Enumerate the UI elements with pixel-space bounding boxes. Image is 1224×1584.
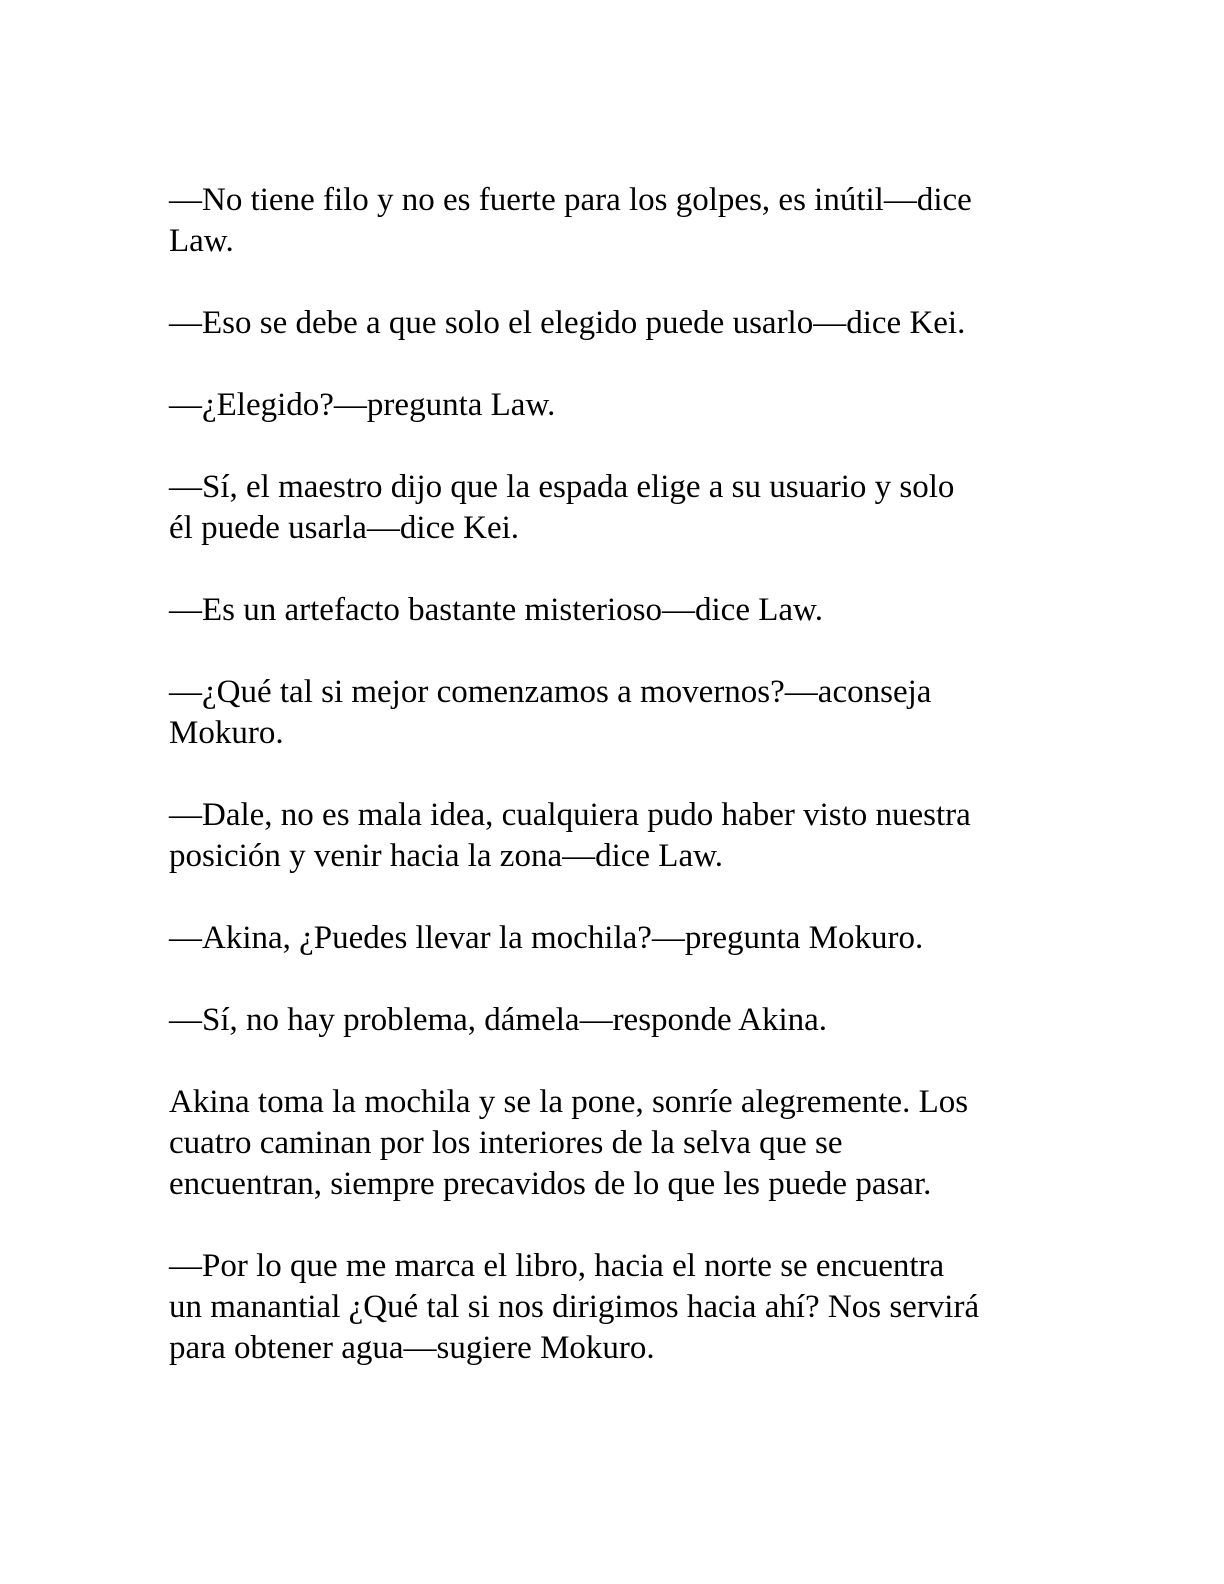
paragraph: Akina toma la mochila y se la pone, sonríe alegremente. Los cuatro caminan por los interiores de la selva que se encuentran, siempre precavidos de lo que les puede pasar. (169, 1084, 969, 1202)
paragraph: —Sí, no hay problema, dámela—responde Akina. (169, 1002, 828, 1038)
paragraph: —Dale, no es mala idea, cualquiera pudo haber visto nuestra posición y venir hacia la zona—dice Law. (169, 797, 971, 874)
paragraph: —Por lo que me marca el libro, hacia el norte se encuentra un manantial ¿Qué tal si nos dirigimos hacia ahí? Nos servirá para obtener agua—sugiere Mokuro. (169, 1248, 980, 1366)
paragraph: —Es un artefacto bastante misterioso—dice Law. (169, 592, 823, 628)
paragraph: —Sí, el maestro dijo que la espada elige a su usuario y solo él puede usarla—dice Kei. (169, 469, 955, 546)
paragraph: —No tiene filo y no es fuerte para los golpes, es inútil—dice Law. (169, 182, 972, 259)
paragraph: —Akina, ¿Puedes llevar la mochila?—pregunta Mokuro. (169, 920, 924, 956)
paragraph: —¿Qué tal si mejor comenzamos a movernos?—aconseja Mokuro. (169, 674, 932, 751)
paragraph: —¿Elegido?—pregunta Law. (169, 387, 556, 423)
body-text (169, 180, 1059, 1410)
paragraph: —Eso se debe a que solo el elegido puede usarlo—dice Kei. (169, 305, 966, 341)
